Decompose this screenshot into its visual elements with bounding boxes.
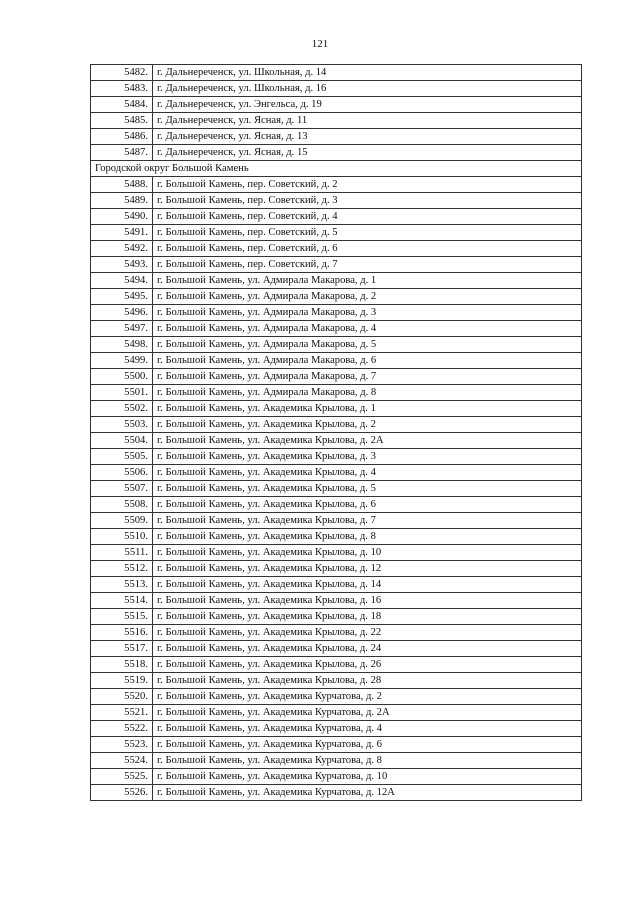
row-number: 5506. xyxy=(91,465,153,481)
table-row xyxy=(91,273,582,289)
row-address: г. Большой Камень, ул. Академика Крылова, д. 14 xyxy=(153,577,582,593)
table-row xyxy=(91,593,582,609)
row-address: г. Большой Камень, пер. Советский, д. 7 xyxy=(153,257,582,273)
row-address: г. Большой Камень, ул. Академика Крылова, д. 1 xyxy=(153,401,582,417)
row-number: 5501. xyxy=(91,385,153,401)
row-address: г. Большой Камень, пер. Советский, д. 4 xyxy=(153,209,582,225)
row-number: 5518. xyxy=(91,657,153,673)
row-address: г. Большой Камень, ул. Академика Крылова, д. 6 xyxy=(153,497,582,513)
table-row xyxy=(91,417,582,433)
row-address: г. Большой Камень, ул. Адмирала Макарова, д. 3 xyxy=(153,305,582,321)
table-row xyxy=(91,337,582,353)
row-address: г. Большой Камень, пер. Советский, д. 3 xyxy=(153,193,582,209)
row-address: г. Большой Камень, ул. Адмирала Макарова, д. 4 xyxy=(153,321,582,337)
row-address: г. Большой Камень, ул. Адмирала Макарова, д. 5 xyxy=(153,337,582,353)
table-row xyxy=(91,513,582,529)
row-address: г. Большой Камень, ул. Академика Крылова, д. 28 xyxy=(153,673,582,689)
row-number: 5508. xyxy=(91,497,153,513)
row-address: г. Большой Камень, пер. Советский, д. 2 xyxy=(153,177,582,193)
row-number: 5487. xyxy=(91,145,153,161)
address-table xyxy=(90,64,582,801)
table-row xyxy=(91,145,582,161)
row-address: г. Дальнереченск, ул. Школьная, д. 16 xyxy=(153,81,582,97)
table-row xyxy=(91,97,582,113)
row-address: г. Большой Камень, ул. Академика Курчатова, д. 10 xyxy=(153,769,582,785)
row-number: 5521. xyxy=(91,705,153,721)
table-row xyxy=(91,241,582,257)
row-number: 5502. xyxy=(91,401,153,417)
table-row xyxy=(91,369,582,385)
table-row xyxy=(91,385,582,401)
table-row xyxy=(91,449,582,465)
table-row xyxy=(91,113,582,129)
row-number: 5484. xyxy=(91,97,153,113)
row-number: 5520. xyxy=(91,689,153,705)
table-row xyxy=(91,689,582,705)
row-number: 5526. xyxy=(91,785,153,801)
row-address: г. Большой Камень, ул. Академика Крылова, д. 16 xyxy=(153,593,582,609)
row-address: г. Большой Камень, ул. Академика Крылова, д. 4 xyxy=(153,465,582,481)
row-address: г. Большой Камень, ул. Академика Крылова, д. 3 xyxy=(153,449,582,465)
table-row xyxy=(91,321,582,337)
row-address: г. Дальнереченск, ул. Ясная, д. 11 xyxy=(153,113,582,129)
row-address: г. Большой Камень, ул. Академика Крылова, д. 22 xyxy=(153,625,582,641)
row-address: г. Большой Камень, ул. Академика Курчатова, д. 8 xyxy=(153,753,582,769)
table-row xyxy=(91,641,582,657)
row-number: 5511. xyxy=(91,545,153,561)
row-number: 5493. xyxy=(91,257,153,273)
row-number: 5498. xyxy=(91,337,153,353)
row-number: 5486. xyxy=(91,129,153,145)
row-address: г. Большой Камень, ул. Академика Крылова, д. 2 xyxy=(153,417,582,433)
table-row xyxy=(91,433,582,449)
row-number: 5496. xyxy=(91,305,153,321)
row-number: 5509. xyxy=(91,513,153,529)
table-row xyxy=(91,129,582,145)
row-number: 5512. xyxy=(91,561,153,577)
row-address: г. Большой Камень, ул. Академика Крылова, д. 10 xyxy=(153,545,582,561)
row-address: г. Большой Камень, ул. Академика Крылова, д. 12 xyxy=(153,561,582,577)
row-number: 5490. xyxy=(91,209,153,225)
row-number: 5489. xyxy=(91,193,153,209)
page-number: 121 xyxy=(311,38,329,50)
address-table-body xyxy=(91,65,582,801)
row-address: г. Дальнереченск, ул. Школьная, д. 14 xyxy=(153,65,582,81)
row-address: г. Большой Камень, ул. Академика Крылова, д. 2А xyxy=(153,433,582,449)
table-row xyxy=(91,305,582,321)
table-row xyxy=(91,769,582,785)
table-row xyxy=(91,753,582,769)
table-row xyxy=(91,481,582,497)
row-number: 5519. xyxy=(91,673,153,689)
row-address: г. Большой Камень, ул. Адмирала Макарова, д. 8 xyxy=(153,385,582,401)
row-number: 5499. xyxy=(91,353,153,369)
table-row xyxy=(91,81,582,97)
row-number: 5522. xyxy=(91,721,153,737)
row-number: 5494. xyxy=(91,273,153,289)
row-address: г. Большой Камень, ул. Академика Крылова, д. 18 xyxy=(153,609,582,625)
table-row xyxy=(91,289,582,305)
row-number: 5503. xyxy=(91,417,153,433)
row-address: г. Большой Камень, ул. Академика Крылова, д. 8 xyxy=(153,529,582,545)
row-address: г. Большой Камень, ул. Академика Крылова, д. 7 xyxy=(153,513,582,529)
table-row xyxy=(91,177,582,193)
row-address: г. Большой Камень, ул. Академика Крылова, д. 24 xyxy=(153,641,582,657)
section-title: Городской округ Большой Камень xyxy=(91,161,582,177)
row-address: г. Большой Камень, ул. Академика Курчатова, д. 12А xyxy=(153,785,582,801)
row-number: 5514. xyxy=(91,593,153,609)
row-address: г. Большой Камень, ул. Академика Курчатова, д. 4 xyxy=(153,721,582,737)
row-address: г. Большой Камень, ул. Академика Курчатова, д. 2 xyxy=(153,689,582,705)
table-row xyxy=(91,561,582,577)
row-address: г. Дальнереченск, ул. Ясная, д. 15 xyxy=(153,145,582,161)
row-number: 5483. xyxy=(91,81,153,97)
row-number: 5516. xyxy=(91,625,153,641)
table-row xyxy=(91,705,582,721)
table-row xyxy=(91,545,582,561)
table-row xyxy=(91,401,582,417)
row-number: 5515. xyxy=(91,609,153,625)
row-address: г. Большой Камень, ул. Адмирала Макарова, д. 7 xyxy=(153,369,582,385)
row-address: г. Большой Камень, ул. Адмирала Макарова, д. 1 xyxy=(153,273,582,289)
row-number: 5507. xyxy=(91,481,153,497)
row-number: 5525. xyxy=(91,769,153,785)
table-row xyxy=(91,353,582,369)
row-number: 5523. xyxy=(91,737,153,753)
row-address: г. Дальнереченск, ул. Энгельса, д. 19 xyxy=(153,97,582,113)
row-number: 5485. xyxy=(91,113,153,129)
row-number: 5504. xyxy=(91,433,153,449)
section-row xyxy=(91,161,582,177)
row-address: г. Дальнереченск, ул. Ясная, д. 13 xyxy=(153,129,582,145)
table-row xyxy=(91,497,582,513)
row-number: 5524. xyxy=(91,753,153,769)
row-number: 5488. xyxy=(91,177,153,193)
table-row xyxy=(91,193,582,209)
row-number: 5495. xyxy=(91,289,153,305)
row-number: 5505. xyxy=(91,449,153,465)
table-row xyxy=(91,225,582,241)
table-row xyxy=(91,625,582,641)
row-number: 5510. xyxy=(91,529,153,545)
row-address: г. Большой Камень, ул. Адмирала Макарова, д. 6 xyxy=(153,353,582,369)
row-address: г. Большой Камень, пер. Советский, д. 6 xyxy=(153,241,582,257)
row-address: г. Большой Камень, ул. Адмирала Макарова, д. 2 xyxy=(153,289,582,305)
row-address: г. Большой Камень, пер. Советский, д. 5 xyxy=(153,225,582,241)
row-address: г. Большой Камень, ул. Академика Крылова, д. 5 xyxy=(153,481,582,497)
table-row xyxy=(91,577,582,593)
table-row xyxy=(91,785,582,801)
row-number: 5482. xyxy=(91,65,153,81)
row-number: 5500. xyxy=(91,369,153,385)
row-number: 5517. xyxy=(91,641,153,657)
row-number: 5491. xyxy=(91,225,153,241)
table-row xyxy=(91,609,582,625)
table-row xyxy=(91,721,582,737)
table-row xyxy=(91,529,582,545)
table-row xyxy=(91,257,582,273)
table-row xyxy=(91,673,582,689)
row-address: г. Большой Камень, ул. Академика Курчатова, д. 6 xyxy=(153,737,582,753)
row-number: 5497. xyxy=(91,321,153,337)
table-row xyxy=(91,209,582,225)
table-row xyxy=(91,657,582,673)
row-address: г. Большой Камень, ул. Академика Курчатова, д. 2А xyxy=(153,705,582,721)
row-number: 5492. xyxy=(91,241,153,257)
table-row xyxy=(91,465,582,481)
row-address: г. Большой Камень, ул. Академика Крылова, д. 26 xyxy=(153,657,582,673)
row-number: 5513. xyxy=(91,577,153,593)
table-row xyxy=(91,65,582,81)
table-row xyxy=(91,737,582,753)
